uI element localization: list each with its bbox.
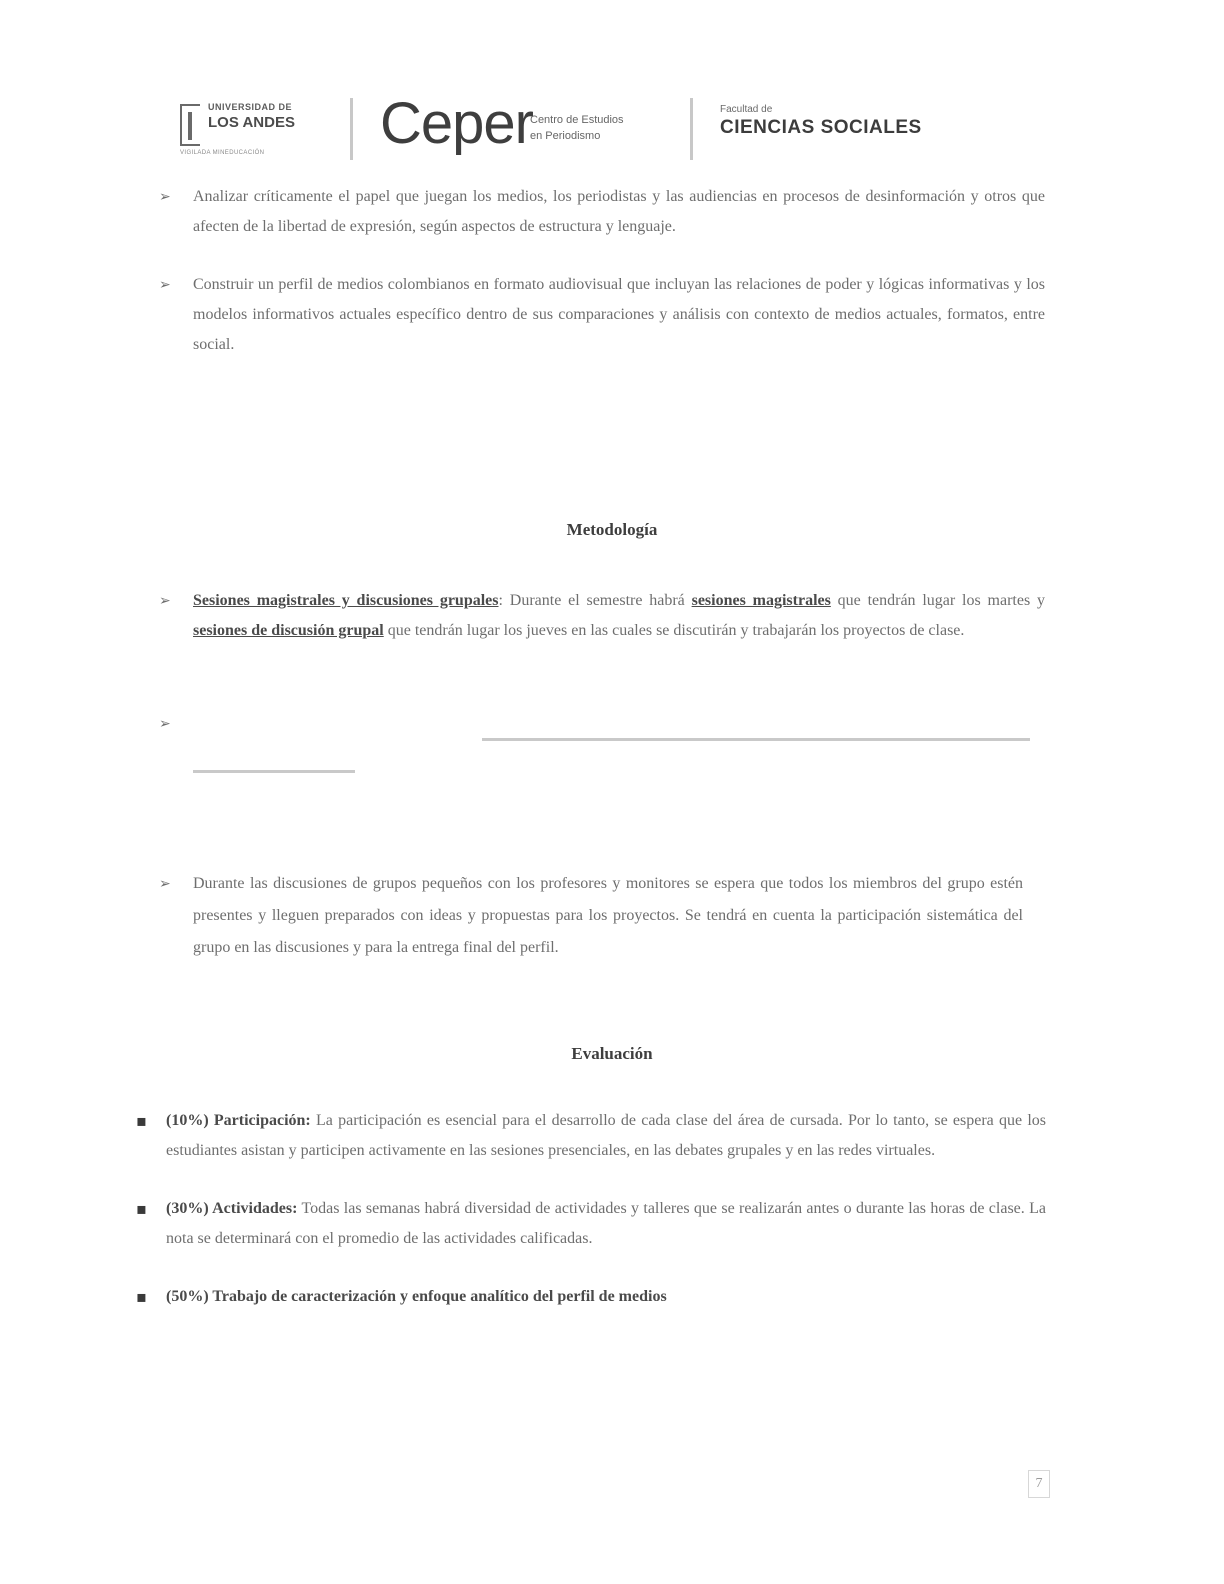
university-emblem-icon [180, 104, 200, 146]
evaluation-list [136, 1106, 1046, 1340]
evaluation-text: La participación es esencial para el desarrollo de cada clase del área de cursada. Por lo tanto, se espera que los estudiantes asistan y participen activamente en las sesiones presenciales, en las debates grupales y en las redes virtuales. [166, 1112, 1046, 1159]
evaluation-text: Todas las semanas habrá diversidad de actividades y talleres que se realizarán antes o durante las horas de clase. La nota se determinará con el promedio de las actividades calificadas. [166, 1200, 1046, 1247]
document-header [180, 91, 1020, 166]
methodology-text: que tendrán lugar los jueves en las cuales se discutirán y trabajarán los proyectos de clase. [383, 622, 965, 639]
methodology-highlight: sesiones de discusión grupal [193, 622, 384, 639]
ceper-wordmark: Ceper [380, 91, 533, 156]
university-logo [180, 102, 328, 158]
bullet-icon: ▪ [136, 1287, 147, 1306]
bullet-icon: ➢ [159, 593, 171, 609]
faculty-prefix: Facultad de [720, 104, 773, 115]
list-item [159, 586, 1045, 646]
blank-fill-line [193, 770, 355, 773]
list-item [136, 1282, 1046, 1312]
evaluation-heading: Evaluación [571, 1044, 653, 1063]
methodology-text: : Durante el semestre habrá [498, 592, 692, 609]
bullet-icon: ▪ [136, 1199, 147, 1218]
blank-fill-line [482, 738, 1030, 741]
header-divider [350, 98, 353, 160]
university-name-line1: UNIVERSIDAD DE [208, 102, 293, 112]
university-name-line2: LOS ANDES [208, 114, 295, 131]
methodology-text: Durante las discusiones de grupos pequeños con los profesores y monitores se espera que todos los miembros del grupo estén presentes y lleguen preparados con ideas y propuestas para los proyectos. Se tendrá en cuenta la participación sistemática del grupo en las discusiones y para la entrega final del perfil. [193, 875, 1023, 956]
evaluation-label: (10%) Participación: [166, 1112, 311, 1129]
evaluation-label: (30%) Actividades: [166, 1200, 298, 1217]
page-number: 7 [1028, 1470, 1050, 1498]
objective-text: Construir un perfil de medios colombianos en formato audiovisual que incluyan las relaciones de poder y lógicas informativas y los modelos informativos actuales específico dentro de sus comparaciones y análisis con contexto de medios actuales, formatos, entre social. [193, 276, 1045, 353]
list-item [136, 1106, 1046, 1166]
list-item [136, 1194, 1046, 1254]
header-divider [690, 98, 693, 160]
faculty-logo [720, 104, 922, 139]
faculty-name: CIENCIAS SOCIALES [720, 117, 922, 138]
objectives-list [159, 182, 1045, 388]
methodology-highlight: sesiones magistrales [691, 592, 831, 609]
bullet-icon: ➢ [159, 716, 171, 732]
bullet-icon: ▪ [136, 1111, 147, 1130]
university-tagline: VIGILADA MINEDUCACIÓN [180, 150, 265, 156]
methodology-label: Sesiones magistrales y discusiones grupales [193, 592, 499, 609]
methodology-text: que tendrán lugar los martes y [830, 592, 1045, 609]
ceper-subtitle-line1: Centro de Estudios [530, 114, 624, 126]
methodology-list [159, 586, 1045, 646]
list-item [159, 182, 1045, 242]
methodology-heading: Metodología [566, 520, 658, 539]
list-item [159, 270, 1045, 360]
ceper-subtitle-line2: en Periodismo [530, 130, 601, 142]
objective-text: Analizar críticamente el papel que juegan los medios, los periodistas y las audiencias en procesos de desinformación y otros que afecten de la libertad de expresión, según aspectos de estructura y lenguaje. [193, 188, 1045, 235]
bullet-icon: ➢ [159, 277, 171, 293]
evaluation-label: (50%) Trabajo de caracterización y enfoque analítico del perfil de medios [166, 1288, 667, 1305]
list-item [159, 868, 1023, 964]
methodology-list-continued [159, 868, 1023, 992]
bullet-icon: ➢ [159, 876, 171, 892]
bullet-icon: ➢ [159, 189, 171, 205]
